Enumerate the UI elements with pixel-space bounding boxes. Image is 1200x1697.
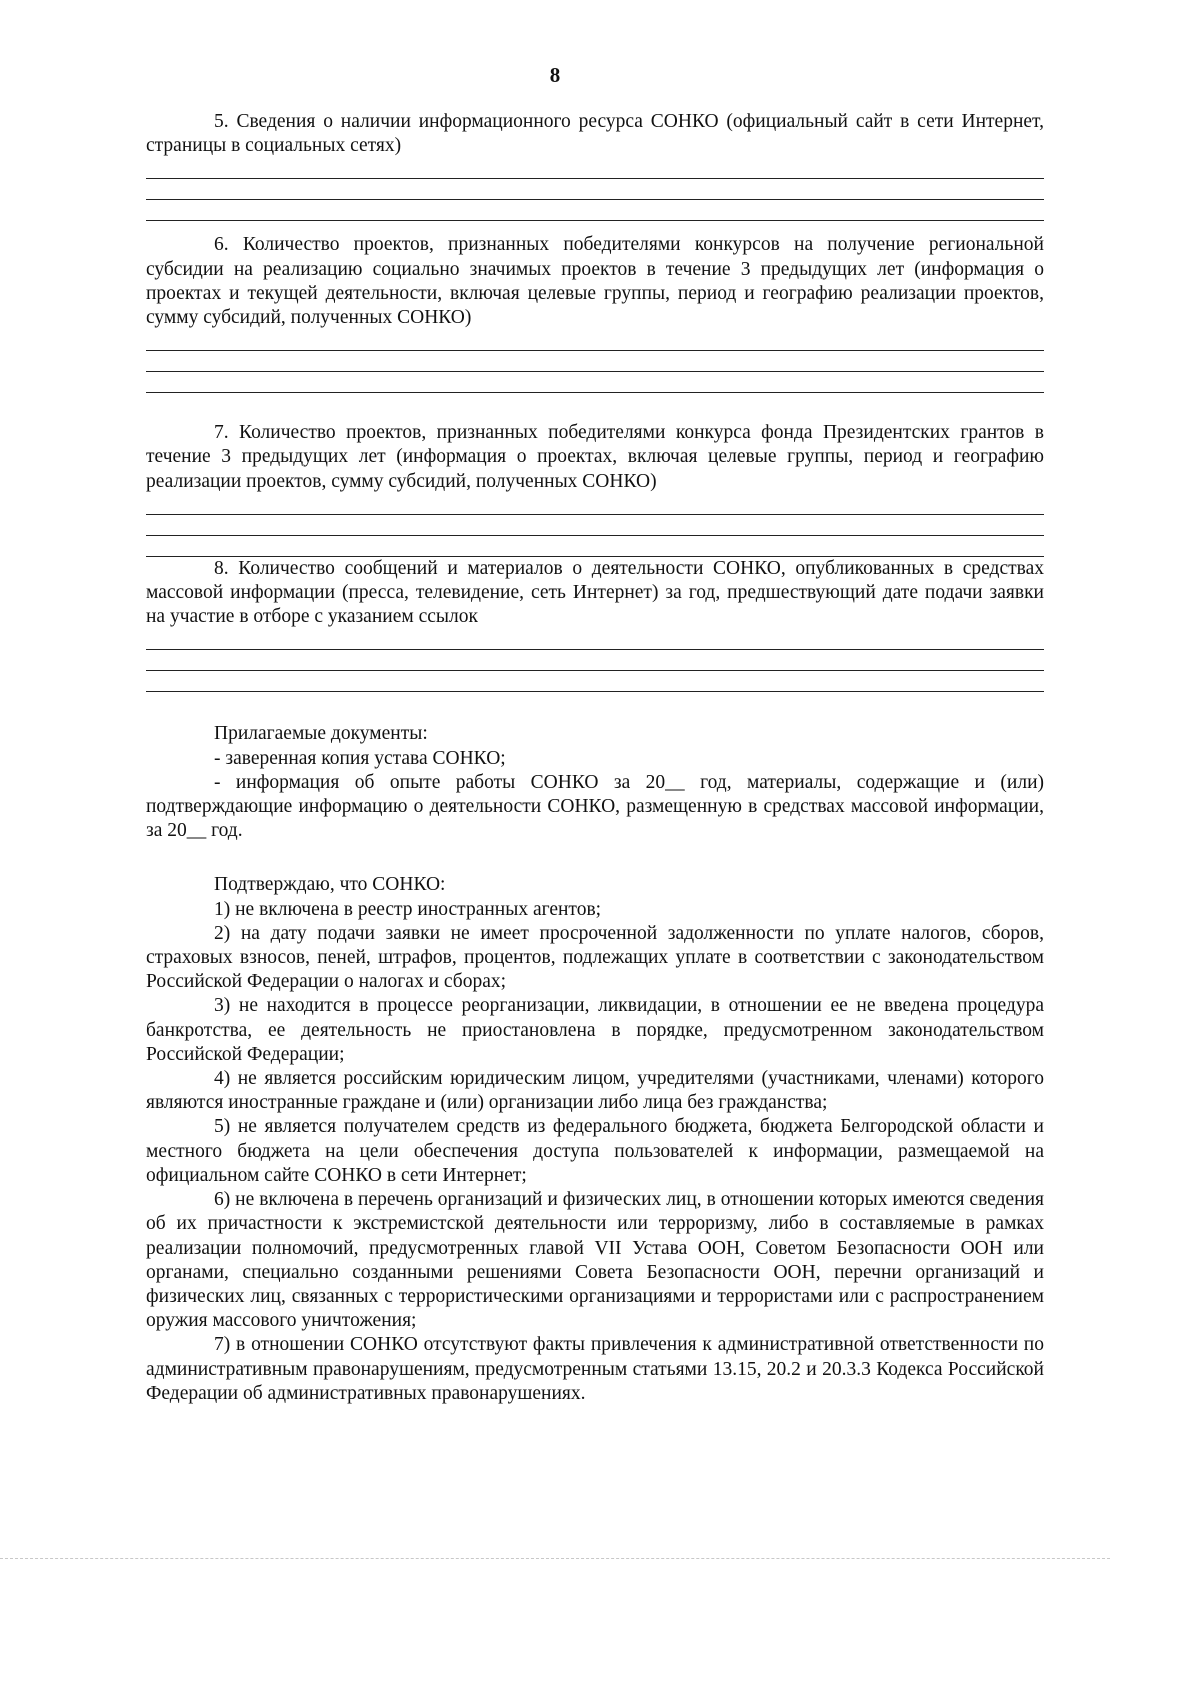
blank-line: [146, 372, 1044, 393]
blank-line: [146, 671, 1044, 692]
document-body: [146, 110, 1044, 1406]
page-number: 8: [549, 63, 561, 87]
confirmation-item: 7) в отношении СОНКО отсутствуют факты привлечения к административной ответственности по административным правонарушениям, предусмотренным статьями 13.15, 20.2 и 20.3.3 Кодекса Российской Федерации об административных правонарушениях.: [146, 1334, 1044, 1404]
blank-line: [146, 179, 1044, 200]
blank-line: [146, 158, 1044, 179]
blank-line: [146, 494, 1044, 515]
confirmation-list: [146, 873, 1044, 1405]
confirmation-item: 4) не является российским юридическим лицом, учредителями (участниками, членами) которого являются иностранные граждане и (или) организации либо лица без гражданства;: [146, 1068, 1044, 1114]
blank-line: [146, 351, 1044, 372]
blank-line: [146, 200, 1044, 221]
confirmation-item: 2) на дату подачи заявки не имеет просроченной задолженности по уплате налогов, сборов, страховых взносов, пеней, штрафов, процентов, подлежащих уплате в соответствии с законодательством Российской Федерации о налогах и сборах;: [146, 922, 1044, 993]
blank-line: [146, 650, 1044, 671]
attachment-item: - заверенная копия устава СОНКО;: [214, 747, 506, 769]
scan-edge-line: [0, 1558, 1110, 1559]
blank-line: [146, 330, 1044, 351]
blank-line: [146, 515, 1044, 536]
section-6: [146, 233, 1044, 393]
section-5-text: 5. Сведения о наличии информационного ресурса СОНКО (официальный сайт в сети Интернет, страницы в социальных сетях): [146, 111, 1044, 157]
confirmation-item: 3) не находится в процессе реорганизации, ликвидации, в отношении ее не введена процедура банкротства, ее деятельность не приостановлена в порядке, предусмотренном законодательством Российской Федерации;: [146, 995, 1044, 1065]
attachment-item: - информация об опыте работы СОНКО за 20__ год, материалы, содержащие и (или) подтверждающие информацию о деятельности СОНКО, размещенную в средствах массовой информации, за 20__ год.: [146, 771, 1044, 842]
attachments-list: [146, 722, 1044, 843]
section-7-text: 7. Количество проектов, признанных победителями конкурса фонда Президентских грантов в течение 3 предыдущих лет (информация о проектах, включая целевые группы, период и географию реализации проектов, сумму субсидий, полученных СОНКО): [146, 422, 1044, 492]
section-7: [146, 421, 1044, 557]
attachments-heading: Прилагаемые документы:: [214, 723, 428, 745]
section-8-text: 8. Количество сообщений и материалов о деятельности СОНКО, опубликованных в средствах массовой информации (пресса, телевидение, сеть Интернет) за год, предшествующий дате подачи заявки на участие в отборе с указанием ссылок: [146, 557, 1044, 628]
blank-line: [146, 629, 1044, 650]
confirmation-heading: Подтверждаю, что СОНКО:: [214, 874, 446, 896]
confirmation-item: 1) не включена в реестр иностранных агентов;: [214, 898, 602, 920]
section-5: [146, 110, 1044, 221]
section-8: [146, 557, 1044, 693]
confirmation-item: 5) не является получателем средств из федерального бюджета, бюджета Белгородской области и местного бюджета на цели обеспечения доступа пользователей к информации, размещаемой на официальном сайте СОНКО в сети Интернет;: [146, 1116, 1044, 1186]
confirmation-item: 6) не включена в перечень организаций и физических лиц, в отношении которых имеются сведения об их причастности к экстремистской деятельности или терроризму, либо в составляемые в рамках реализации полномочий, предусмотренных главой VII Устава ООН, Советом Безопасности ООН или органами, специально созданными решениями Совета Безопасности ООН, перечни организаций и физических лиц, связанных с террористическими организациями и террористами или с распространением оружия массового уничтожения;: [146, 1189, 1044, 1332]
section-6-text: 6. Количество проектов, признанных победителями конкурсов на получение региональной субсидии на реализацию социально значимых проектов в течение 3 предыдущих лет (информация о проектах и текущей деятельности, включая целевые группы, период и географию реализации проектов, сумму субсидий, полученных СОНКО): [146, 234, 1044, 329]
blank-line: [146, 536, 1044, 557]
